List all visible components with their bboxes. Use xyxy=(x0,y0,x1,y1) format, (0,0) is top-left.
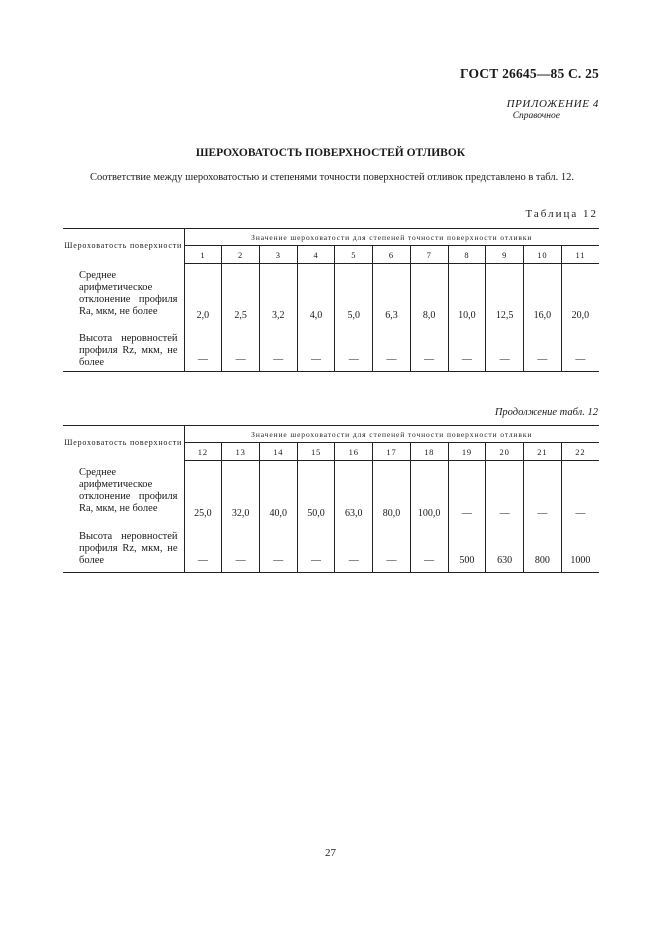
grade-header-cell: 20 xyxy=(486,443,524,461)
table-cell: 16,0 xyxy=(523,264,561,327)
table-cell: — xyxy=(335,327,373,372)
grade-header-cell: 9 xyxy=(486,246,524,264)
table-row xyxy=(63,461,599,525)
page-number: 27 xyxy=(325,847,336,859)
document-header: ГОСТ 26645—85 С. 25 xyxy=(460,66,599,81)
table-cell: — xyxy=(561,461,599,525)
table-cell: — xyxy=(222,525,260,573)
table-cell: 20,0 xyxy=(561,264,599,327)
table-cell: — xyxy=(184,327,222,372)
page-title: ШЕРОХОВАТОСТЬ ПОВЕРХНОСТЕЙ ОТЛИВОК xyxy=(195,147,466,159)
table-cell: — xyxy=(373,525,411,573)
grade-header-cell: 5 xyxy=(335,246,373,264)
grade-header-cell: 19 xyxy=(448,443,486,461)
table-cell: — xyxy=(523,461,561,525)
appendix-sublabel: Справочное xyxy=(512,111,560,121)
table-cell: 80,0 xyxy=(373,461,411,525)
table-cell: — xyxy=(448,461,486,525)
table-cell: 2,0 xyxy=(184,264,222,327)
column-label: Шероховатость поверхности xyxy=(63,426,184,461)
row-label: Высота неровностей профиля Rz, мкм, не более xyxy=(63,525,184,573)
table-caption: Таблица 12 xyxy=(525,208,598,220)
row-label: Высота неровностей профиля Rz, мкм, не более xyxy=(63,327,184,372)
group-header: Значение шероховатости для степеней точности поверхности отливки xyxy=(184,426,599,443)
row-label: Среднее арифметическое отклонение профиля Ra, мкм, не более xyxy=(79,269,178,317)
table-cell: — xyxy=(297,327,335,372)
table-cell: — xyxy=(410,525,448,573)
grade-header-cell: 12 xyxy=(184,443,222,461)
table-cell: — xyxy=(410,327,448,372)
table-cell: 40,0 xyxy=(259,461,297,525)
table-cell: 630 xyxy=(486,525,524,573)
table-cell: — xyxy=(523,327,561,372)
table-cell: — xyxy=(259,525,297,573)
table-cell: — xyxy=(184,525,222,573)
table-cell: 3,2 xyxy=(259,264,297,327)
grade-header-cell: 10 xyxy=(523,246,561,264)
table-cell: 32,0 xyxy=(222,461,260,525)
table-cell: — xyxy=(259,327,297,372)
intro-paragraph: Соответствие между шероховатостью и степенями точности поверхностей отливок представлено в табл. 12. xyxy=(90,172,574,183)
table-cell: — xyxy=(448,327,486,372)
grade-header-cell: 15 xyxy=(297,443,335,461)
table-cell: — xyxy=(486,461,524,525)
grade-header-cell: 18 xyxy=(410,443,448,461)
grade-header-cell: 2 xyxy=(222,246,260,264)
table-cell: 4,0 xyxy=(297,264,335,327)
table-row xyxy=(63,525,599,573)
table-cell: — xyxy=(222,327,260,372)
roughness-table-1 xyxy=(63,228,599,372)
table-cell: 8,0 xyxy=(410,264,448,327)
roughness-table-2 xyxy=(63,425,599,573)
grade-header-cell: 13 xyxy=(222,443,260,461)
table-cell: 800 xyxy=(523,525,561,573)
table-cell: 50,0 xyxy=(297,461,335,525)
grade-header-cell: 21 xyxy=(523,443,561,461)
grade-header-cell: 6 xyxy=(373,246,411,264)
grade-header-cell: 16 xyxy=(335,443,373,461)
table-cell: 6,3 xyxy=(373,264,411,327)
table-row xyxy=(63,327,599,372)
table-cell: — xyxy=(373,327,411,372)
appendix-label: ПРИЛОЖЕНИЕ 4 xyxy=(506,98,599,110)
grade-header-cell: 3 xyxy=(259,246,297,264)
grade-header-cell: 1 xyxy=(184,246,222,264)
group-header: Значение шероховатости для степеней точности поверхности отливки xyxy=(184,229,599,246)
row-label: Среднее арифметическое отклонение профиля Ra, мкм, не более xyxy=(79,466,178,514)
column-label: Шероховатость поверхности xyxy=(63,229,184,264)
table-row xyxy=(63,264,599,327)
table-cell: 2,5 xyxy=(222,264,260,327)
grade-header-cell: 8 xyxy=(448,246,486,264)
continuation-caption: Продолжение табл. 12 xyxy=(494,407,598,418)
grade-header-cell: 14 xyxy=(259,443,297,461)
table-cell: 12,5 xyxy=(486,264,524,327)
grade-header-cell: 11 xyxy=(561,246,599,264)
table-cell: 100,0 xyxy=(410,461,448,525)
table-cell: — xyxy=(297,525,335,573)
grade-header-cell: 4 xyxy=(297,246,335,264)
grade-header-cell: 7 xyxy=(410,246,448,264)
table-cell: 10,0 xyxy=(448,264,486,327)
table-cell: 500 xyxy=(448,525,486,573)
table-cell: — xyxy=(561,327,599,372)
table-cell: 1000 xyxy=(561,525,599,573)
grade-header-cell: 17 xyxy=(373,443,411,461)
table-cell: 5,0 xyxy=(335,264,373,327)
table-cell: 25,0 xyxy=(184,461,222,525)
table-cell: — xyxy=(486,327,524,372)
table-cell: 63,0 xyxy=(335,461,373,525)
table-cell: — xyxy=(335,525,373,573)
grade-header-cell: 22 xyxy=(561,443,599,461)
